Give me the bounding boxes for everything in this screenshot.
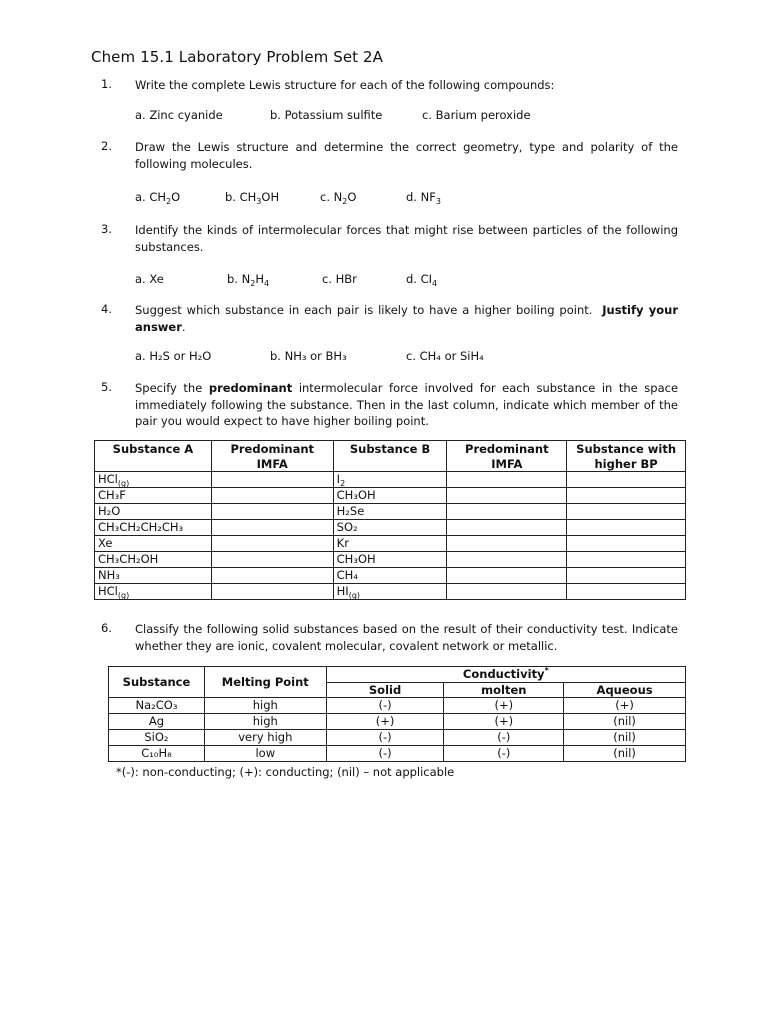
higher-bp-cell[interactable] <box>567 568 686 584</box>
table-row <box>95 552 686 568</box>
table-row <box>109 698 686 714</box>
substance-b-cell: $HI_{(g)}$ <box>333 584 447 600</box>
melting-cell: very high <box>204 730 326 746</box>
q4-option-b: b. NH₃ or BH₃ <box>270 349 347 363</box>
header-imfa-a: Predominant IMFA <box>211 441 333 472</box>
q1-option-b: b. Potassium sulfite <box>270 108 383 122</box>
q2-option-c: c. $N_2O$ <box>320 190 357 206</box>
table-row <box>95 504 686 520</box>
substance-b-cell: SO₂ <box>333 520 447 536</box>
substance-b-cell: Kr <box>333 536 447 552</box>
header-imfa-b: Predominant IMFA <box>447 441 567 472</box>
q3-option-a: a. Xe <box>135 272 164 286</box>
solid-cell: (-) <box>326 730 444 746</box>
question-3-text: Identify the kinds of intermolecular forces that might rise between particles of the following substances. <box>135 223 678 254</box>
substance-a-cell: NH₃ <box>95 568 212 584</box>
higher-bp-cell[interactable] <box>567 472 686 488</box>
imfa-b-cell[interactable] <box>447 504 567 520</box>
higher-bp-cell[interactable] <box>567 584 686 600</box>
substance-b-cell: $I_2$ <box>333 472 447 488</box>
substance-b-cell: CH₃OH <box>333 552 447 568</box>
question-2-text: Draw the Lewis structure and determine the correct geometry, type and polarity of the following molecules. <box>135 140 678 171</box>
header-substance-b: Substance B <box>333 441 447 472</box>
imfa-table-header <box>95 441 686 472</box>
q3-option-b: b. $N_2H_4$ <box>227 272 270 288</box>
imfa-a-cell[interactable] <box>211 504 333 520</box>
q3-option-d: d. $CI_4$ <box>406 272 438 288</box>
higher-bp-cell[interactable] <box>567 536 686 552</box>
q2-option-d: d. $NF_3$ <box>406 190 441 206</box>
molten-cell: (-) <box>444 746 564 762</box>
conductivity-table <box>108 666 686 762</box>
question-4-text: Suggest which substance in each pair is likely to have a higher boiling point. Justify your answer. <box>135 303 678 334</box>
q1-option-a: a. Zinc cyanide <box>135 108 223 122</box>
imfa-a-cell[interactable] <box>211 552 333 568</box>
imfa-b-cell[interactable] <box>447 584 567 600</box>
q1-option-c: c. Barium peroxide <box>422 108 531 122</box>
substance-cell: Ag <box>109 714 205 730</box>
question-4-number: 4. <box>101 302 112 316</box>
header-substance-a: Substance A <box>95 441 212 472</box>
substance-b-cell: CH₃OH <box>333 488 447 504</box>
table-row <box>109 714 686 730</box>
table-row <box>109 746 686 762</box>
aqueous-cell: (nil) <box>564 746 686 762</box>
question-6-number: 6. <box>101 621 112 635</box>
substance-a-cell: CH₃F <box>95 488 212 504</box>
table-row <box>95 536 686 552</box>
imfa-b-cell[interactable] <box>447 472 567 488</box>
table-row <box>95 584 686 600</box>
header-substance: Substance <box>109 667 205 698</box>
question-5-number: 5. <box>101 380 112 394</box>
imfa-b-cell[interactable] <box>447 552 567 568</box>
substance-cell: Na₂CO₃ <box>109 698 205 714</box>
higher-bp-cell[interactable] <box>567 520 686 536</box>
imfa-a-cell[interactable] <box>211 536 333 552</box>
conductivity-footnote: *(-): non-conducting; (+): conducting; (nil) – not applicable <box>116 765 455 779</box>
header-solid: Solid <box>326 682 444 698</box>
imfa-b-cell[interactable] <box>447 488 567 504</box>
header-higher-bp: Substance with higher BP <box>567 441 686 472</box>
melting-cell: high <box>204 714 326 730</box>
table-row <box>95 568 686 584</box>
substance-cell: SiO₂ <box>109 730 205 746</box>
question-1-number: 1. <box>101 77 112 91</box>
table-row <box>95 488 686 504</box>
question-5-text: Specify the predominant intermolecular force involved for each substance in the space immediately following the substance. Then in the last column, indicate which member of the pair you would expect to have higher boiling point. <box>135 381 679 428</box>
melting-cell: high <box>204 698 326 714</box>
higher-bp-cell[interactable] <box>567 504 686 520</box>
imfa-a-cell[interactable] <box>211 568 333 584</box>
imfa-table <box>94 440 686 600</box>
imfa-a-cell[interactable] <box>211 520 333 536</box>
solid-cell: (+) <box>326 714 444 730</box>
aqueous-cell: (nil) <box>564 714 686 730</box>
q2-option-a: a. $CH_2O$ <box>135 190 181 206</box>
imfa-a-cell[interactable] <box>211 584 333 600</box>
substance-a-cell: CH₃CH₂CH₂CH₃ <box>95 520 212 536</box>
molten-cell: (-) <box>444 730 564 746</box>
higher-bp-cell[interactable] <box>567 552 686 568</box>
melting-cell: low <box>204 746 326 762</box>
header-conductivity: Conductivity* <box>326 667 685 683</box>
header-aqueous: Aqueous <box>564 682 686 698</box>
substance-a-cell: HCl$_{(g)}$ <box>95 584 212 600</box>
aqueous-cell: (nil) <box>564 730 686 746</box>
molten-cell: (+) <box>444 714 564 730</box>
aqueous-cell: (+) <box>564 698 686 714</box>
question-3-number: 3. <box>101 222 112 236</box>
imfa-b-cell[interactable] <box>447 536 567 552</box>
solid-cell: (-) <box>326 698 444 714</box>
q4-option-a: a. H₂S or H₂O <box>135 349 212 363</box>
substance-a-cell: CH₃CH₂OH <box>95 552 212 568</box>
substance-b-cell: CH₄ <box>333 568 447 584</box>
header-molten: molten <box>444 682 564 698</box>
q4-option-c: c. CH₄ or SiH₄ <box>406 349 484 363</box>
imfa-b-cell[interactable] <box>447 520 567 536</box>
higher-bp-cell[interactable] <box>567 488 686 504</box>
imfa-a-cell[interactable] <box>211 472 333 488</box>
header-melting-point: Melting Point <box>204 667 326 698</box>
solid-cell: (-) <box>326 746 444 762</box>
substance-cell: C₁₀H₈ <box>109 746 205 762</box>
table-row <box>95 472 686 488</box>
substance-a-cell: H₂O <box>95 504 212 520</box>
substance-a-cell: HCl$_{(g)}$ <box>95 472 212 488</box>
question-6-text: Classify the following solid substances based on the result of their conductivity test. Indicate whether they are ionic, covalent molecular, covalent network or metallic. <box>135 622 678 653</box>
question-1-text: Write the complete Lewis structure for each of the following compounds: <box>135 78 555 92</box>
q3-option-c: c. HBr <box>322 272 357 286</box>
document-title: Chem 15.1 Laboratory Problem Set 2A <box>91 48 384 66</box>
question-2-number: 2. <box>101 139 112 153</box>
q2-option-b: b. $CH_3OH$ <box>225 190 280 206</box>
table-row <box>95 520 686 536</box>
table-row <box>109 730 686 746</box>
molten-cell: (+) <box>444 698 564 714</box>
substance-a-cell: Xe <box>95 536 212 552</box>
substance-b-cell: H₂Se <box>333 504 447 520</box>
imfa-b-cell[interactable] <box>447 568 567 584</box>
imfa-a-cell[interactable] <box>211 488 333 504</box>
